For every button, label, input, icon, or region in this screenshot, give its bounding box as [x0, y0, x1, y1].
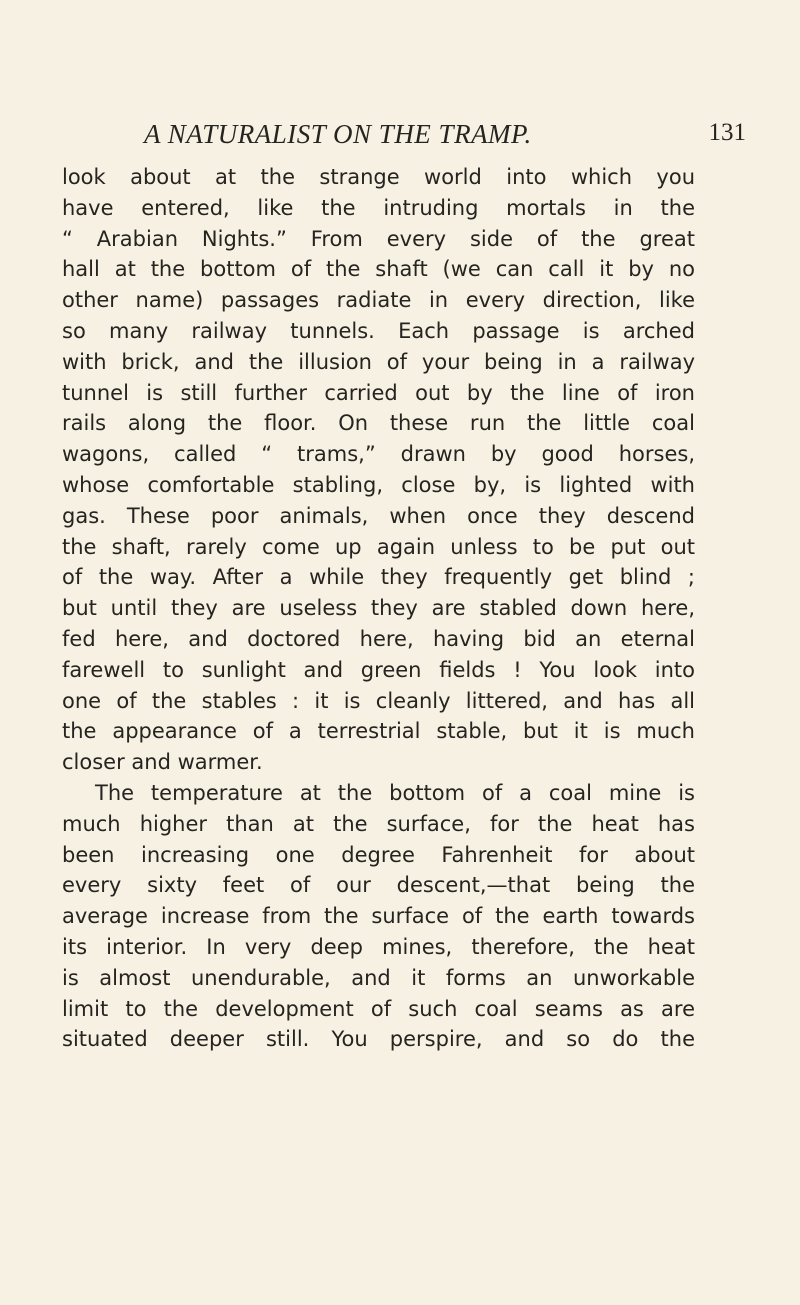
page-number: 131 [708, 119, 746, 146]
text-line: closer and warmer. [62, 750, 263, 775]
text-line: rails along the floor. On these run the little coal [62, 411, 695, 436]
running-title: A NATURALIST ON THE TRAMP. [144, 119, 532, 149]
text-line: other name) passages radiate in every direction, like [62, 288, 695, 313]
text-line: the shaft, rarely come up again unless to be put out [62, 534, 695, 559]
paragraph [62, 778, 695, 1055]
text-line: been increasing one degree Fahrenheit for about [62, 842, 695, 867]
text-line: so many railway tunnels. Each passage is arched [62, 318, 695, 343]
text-line: hall at the bottom of the shaft (we can call it by no [62, 257, 695, 282]
text-line: fed here, and doctored here, having bid an eternal [62, 626, 695, 651]
text-line: have entered, like the intruding mortals in the [62, 195, 695, 220]
text-line: one of the stables : it is cleanly littered, and has all [62, 688, 695, 713]
text-line: situated deeper still. You perspire, and so do the [62, 1027, 695, 1052]
text-line: gas. These poor animals, when once they descend [62, 503, 695, 528]
text-line: much higher than at the surface, for the heat has [62, 811, 695, 836]
text-line: whose comfortable stabling, close by, is lighted with [62, 472, 695, 497]
text-line: its interior. In very deep mines, therefore, the heat [62, 934, 695, 959]
text-line: wagons, called “ trams,” drawn by good horses, [62, 442, 695, 467]
text-line: limit to the development of such coal seams as are [62, 996, 695, 1021]
text-line: the appearance of a terrestrial stable, but it is much [62, 719, 695, 744]
text-line: every sixty feet of our descent,—that being the [62, 873, 695, 898]
text-line: The temperature at the bottom of a coal mine is [95, 780, 695, 805]
body-text [62, 162, 695, 1055]
text-line: is almost unendurable, and it forms an unworkable [62, 965, 695, 990]
text-line: but until they are useless they are stabled down here, [62, 596, 695, 621]
text-line: with brick, and the illusion of your being in a railway [62, 349, 695, 374]
running-header [64, 119, 756, 153]
text-line: of the way. After a while they frequently get blind ; [62, 565, 695, 590]
text-line: average increase from the surface of the earth towards [62, 904, 695, 929]
text-line: farewell to sunlight and green fields ! You look into [62, 657, 695, 682]
text-line: “ Arabian Nights.” From every side of the great [62, 226, 695, 251]
text-line: tunnel is still further carried out by the line of iron [62, 380, 695, 405]
text-line: look about at the strange world into which you [62, 165, 695, 189]
paragraph [62, 162, 695, 778]
